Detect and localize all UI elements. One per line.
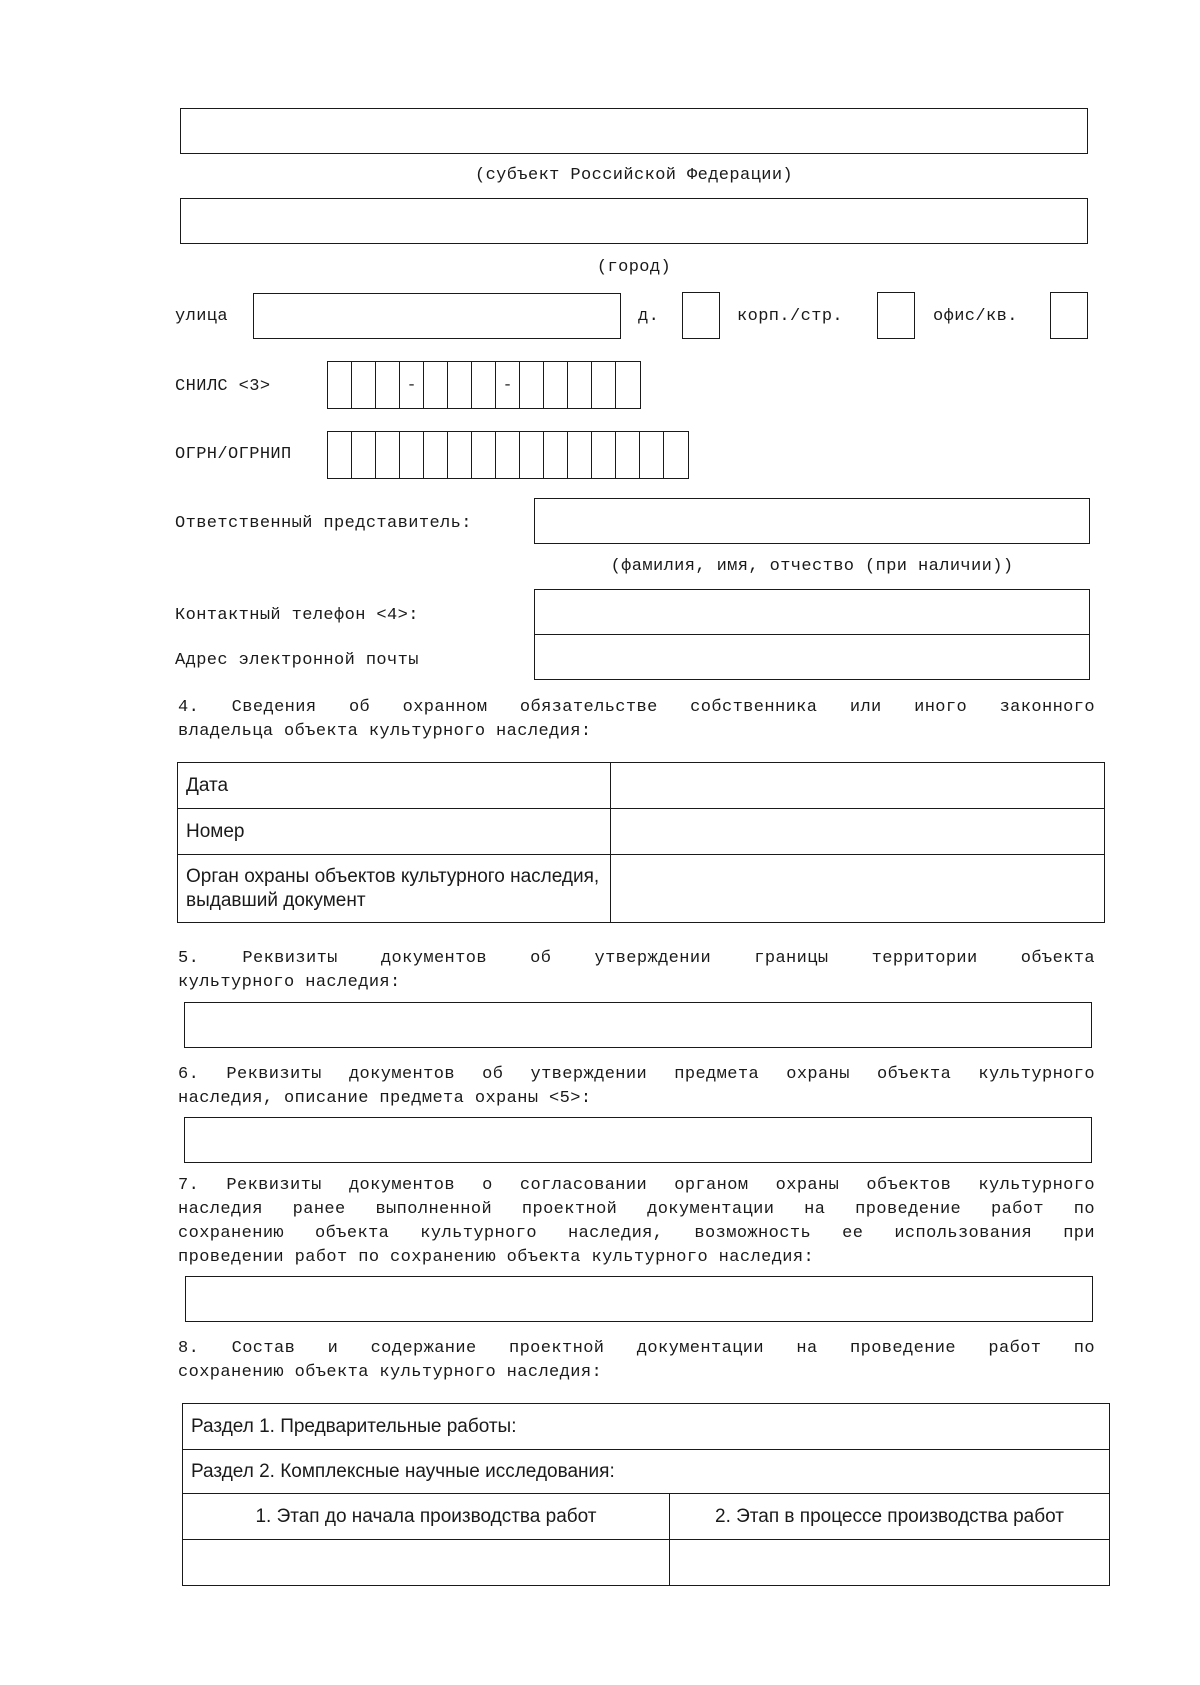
obligation-number-value[interactable] xyxy=(611,809,1105,855)
section7-text xyxy=(178,1174,1095,1270)
snils-cell[interactable] xyxy=(616,362,640,408)
section7-line: проведении работ по сохранению объекта культурного наследия: xyxy=(178,1248,815,1267)
section7-line: наследия ранее выполненной проектной документации на проведение работ по xyxy=(178,1200,1095,1219)
snils-cell[interactable]: - xyxy=(400,362,424,408)
obligation-number-label: Номер xyxy=(178,809,611,855)
street-field[interactable] xyxy=(253,293,621,339)
snils-cell[interactable] xyxy=(376,362,400,408)
snils-cell[interactable] xyxy=(352,362,376,408)
stage2-header: 2. Этап в процессе производства работ xyxy=(670,1494,1110,1540)
section7-line: сохранению объекта культурного наследия, возможность ее использования при xyxy=(178,1224,1095,1243)
section2-row: Раздел 2. Комплексные научные исследования: xyxy=(183,1450,1110,1494)
project-docs-table xyxy=(182,1403,1110,1586)
section5-line: культурного наследия: xyxy=(178,973,401,992)
snils-cell[interactable] xyxy=(568,362,592,408)
snils-cell[interactable] xyxy=(448,362,472,408)
email-label: Адрес электронной почты xyxy=(175,651,419,670)
obligation-authority-label: Орган охраны объектов культурного наследия, выдавший документ xyxy=(178,855,611,923)
ogrn-cell[interactable] xyxy=(544,432,568,478)
ogrn-cell[interactable] xyxy=(352,432,376,478)
ogrn-cell[interactable] xyxy=(496,432,520,478)
snils-cell[interactable] xyxy=(424,362,448,408)
section4-text xyxy=(178,696,1095,744)
section4-line: 4. Сведения об охранном обязательстве собственника или иного законного xyxy=(178,698,1095,717)
phone-label: Контактный телефон <4>: xyxy=(175,606,419,625)
city-caption: (город) xyxy=(596,258,672,277)
section8-line: сохранению объекта культурного наследия: xyxy=(178,1363,603,1382)
section6-field[interactable] xyxy=(184,1117,1092,1163)
section7-field[interactable] xyxy=(185,1276,1093,1322)
obligation-date-value[interactable] xyxy=(611,763,1105,809)
section6-line: 6. Реквизиты документов об утверждении предмета охраны объекта культурного xyxy=(178,1065,1095,1084)
ogrn-cell[interactable] xyxy=(520,432,544,478)
ogrn-cell[interactable] xyxy=(640,432,664,478)
ogrn-cell[interactable] xyxy=(568,432,592,478)
ogrn-cell[interactable] xyxy=(664,432,688,478)
snils-cell[interactable] xyxy=(592,362,616,408)
house-label: д. xyxy=(638,307,660,326)
section5-text xyxy=(178,947,1095,995)
section6-text xyxy=(178,1063,1095,1111)
office-label: офис/кв. xyxy=(933,307,1018,326)
representative-field[interactable] xyxy=(534,498,1090,544)
house-field[interactable] xyxy=(682,292,720,339)
section7-line: 7. Реквизиты документов о согласовании органом охраны объектов культурного xyxy=(178,1176,1095,1195)
representative-caption: (фамилия, имя, отчество (при наличии)) xyxy=(610,557,1014,576)
snils-label: СНИЛС <3> xyxy=(175,377,271,396)
obligation-table xyxy=(177,762,1105,923)
stage1-value[interactable] xyxy=(183,1540,670,1586)
snils-cell[interactable] xyxy=(472,362,496,408)
stage2-value[interactable] xyxy=(670,1540,1110,1586)
building-field[interactable] xyxy=(877,292,915,339)
office-field[interactable] xyxy=(1050,292,1088,339)
section1-row: Раздел 1. Предварительные работы: xyxy=(183,1404,1110,1450)
obligation-date-label: Дата xyxy=(178,763,611,809)
section6-line: наследия, описание предмета охраны <5>: xyxy=(178,1089,592,1108)
phone-field[interactable] xyxy=(534,589,1090,635)
snils-cell[interactable] xyxy=(328,362,352,408)
stage1-header: 1. Этап до начала производства работ xyxy=(183,1494,670,1540)
obligation-authority-value[interactable] xyxy=(611,855,1105,923)
ogrn-cell[interactable] xyxy=(400,432,424,478)
ogrn-cell[interactable] xyxy=(328,432,352,478)
ogrn-cell[interactable] xyxy=(424,432,448,478)
ogrn-cell[interactable] xyxy=(472,432,496,478)
snils-field[interactable] xyxy=(327,361,641,409)
ogrn-label: ОГРН/ОГРНИП xyxy=(175,445,292,464)
street-label: улица xyxy=(175,307,229,326)
section8-line: 8. Состав и содержание проектной документации на проведение работ по xyxy=(178,1339,1095,1358)
ogrn-cell[interactable] xyxy=(616,432,640,478)
ogrn-field[interactable] xyxy=(327,431,689,479)
city-field[interactable] xyxy=(180,198,1088,244)
subject-caption: (субъект Российской Федерации) xyxy=(474,166,794,185)
snils-cell[interactable]: - xyxy=(496,362,520,408)
representative-label: Ответственный представитель: xyxy=(175,514,472,533)
section8-text xyxy=(178,1337,1095,1385)
building-label: корп./стр. xyxy=(737,307,844,326)
snils-cell[interactable] xyxy=(544,362,568,408)
snils-cell[interactable] xyxy=(520,362,544,408)
section5-line: 5. Реквизиты документов об утверждении границы территории объекта xyxy=(178,949,1095,968)
section4-line: владельца объекта культурного наследия: xyxy=(178,722,592,741)
ogrn-cell[interactable] xyxy=(448,432,472,478)
ogrn-cell[interactable] xyxy=(592,432,616,478)
subject-field[interactable] xyxy=(180,108,1088,154)
email-field[interactable] xyxy=(534,634,1090,680)
section5-field[interactable] xyxy=(184,1002,1092,1048)
ogrn-cell[interactable] xyxy=(376,432,400,478)
